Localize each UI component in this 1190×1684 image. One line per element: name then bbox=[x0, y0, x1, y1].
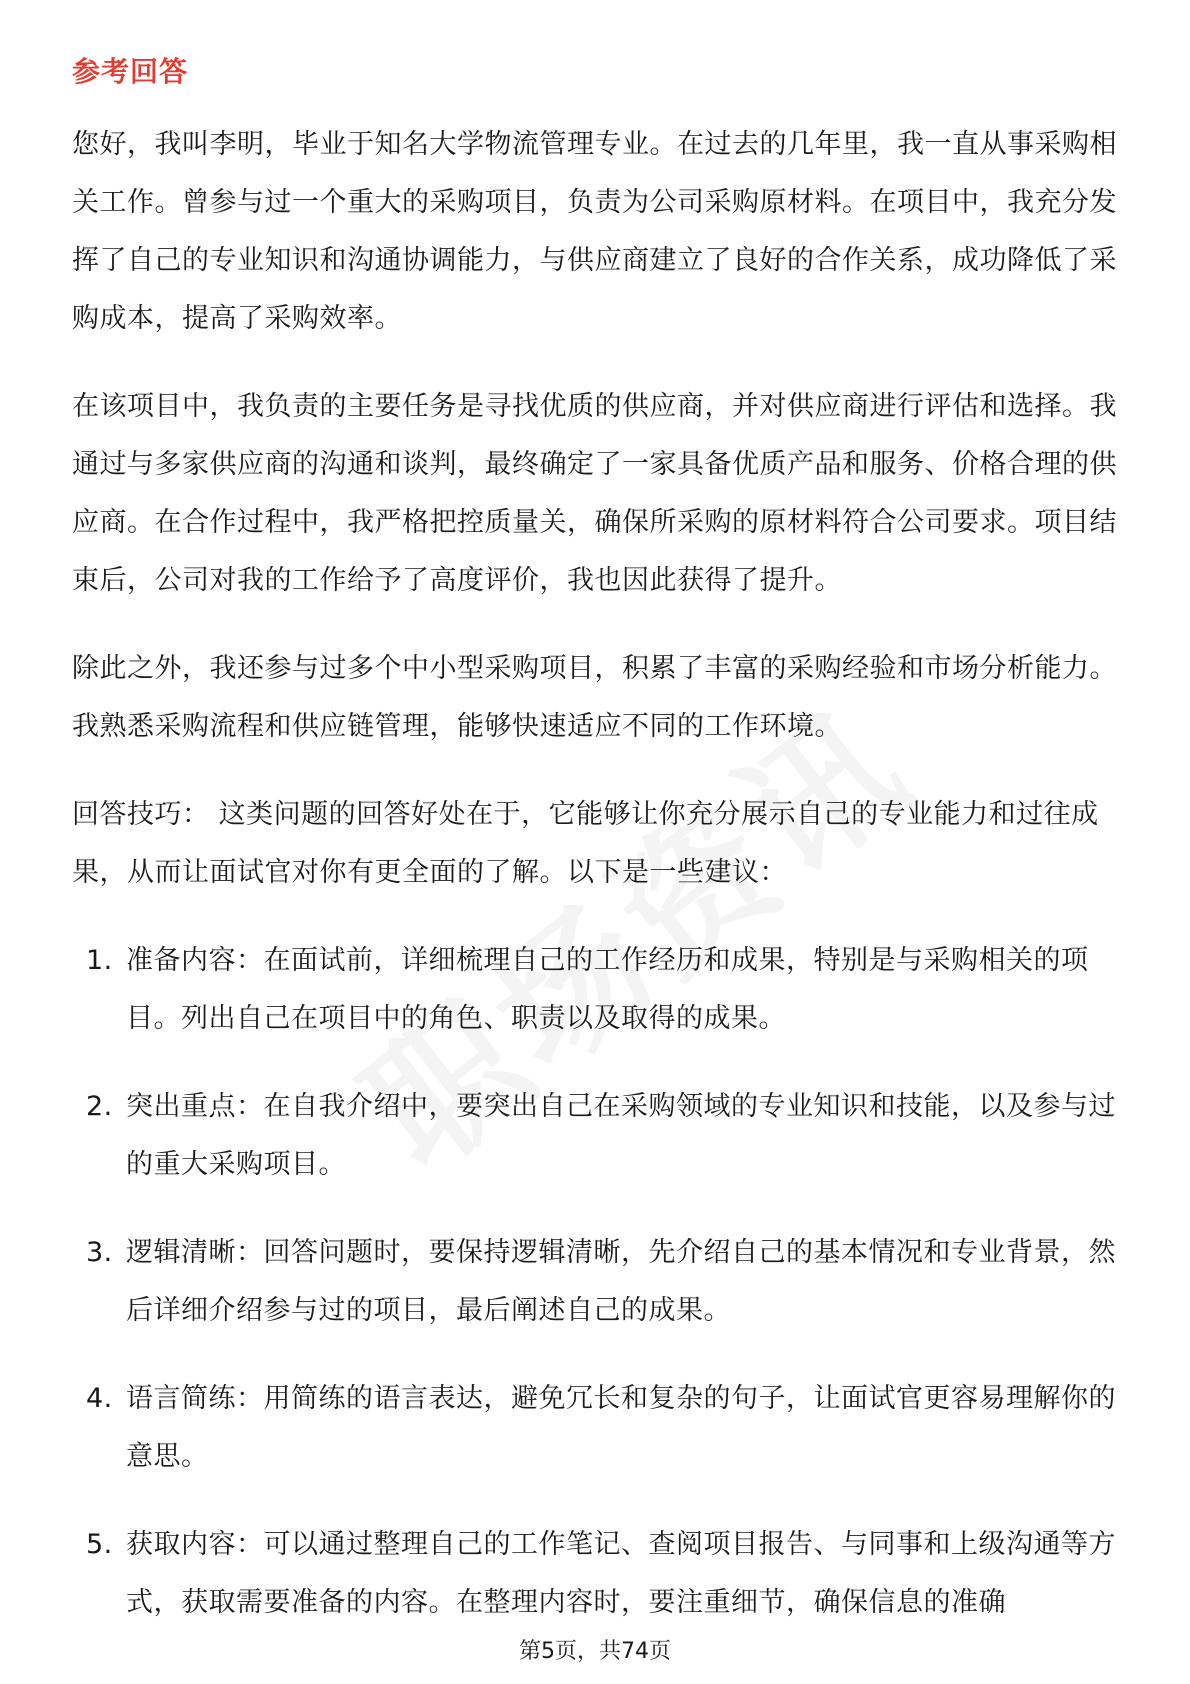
list-item bbox=[72, 1516, 1132, 1632]
list-number: 1. bbox=[86, 945, 113, 976]
paragraph-1: 您好，我叫李明，毕业于知名大学物流管理专业。在过去的几年里，我一直从事采购相关工作。曾参与过一个重大的采购项目，负责为公司采购原材料。在项目中，我充分发挥了自己的专业知识和沟通协调能力，与供应商建立了良好的合作关系，成功降低了采购成本，提高了采购效率。 bbox=[72, 129, 1117, 334]
tips-list bbox=[72, 932, 1132, 1632]
list-number: 4. bbox=[86, 1383, 113, 1414]
page-number-footer: 第5页，共74页 bbox=[519, 1639, 671, 1664]
list-item-text: 突出重点：在自我介绍中，要突出自己在采购领域的专业知识和技能，以及参与过的重大采购项目。 bbox=[126, 1091, 1116, 1180]
answer-content bbox=[72, 116, 1132, 1662]
section-heading: 参考回答 bbox=[72, 55, 189, 88]
paragraph-3: 除此之外，我还参与过多个中小型采购项目，积累了丰富的采购经验和市场分析能力。我熟悉采购流程和供应链管理，能够快速适应不同的工作环境。 bbox=[72, 653, 1117, 742]
list-item bbox=[72, 1078, 1132, 1194]
list-item-text: 逻辑清晰：回答问题时，要保持逻辑清晰，先介绍自己的基本情况和专业背景，然后详细介绍参与过的项目，最后阐述自己的成果。 bbox=[126, 1237, 1116, 1326]
paragraph-2: 在该项目中，我负责的主要任务是寻找优质的供应商，并对供应商进行评估和选择。我通过与多家供应商的沟通和谈判，最终确定了一家具备优质产品和服务、价格合理的供应商。在合作过程中，我严格把控质量关，确保所采购的原材料符合公司要求。项目结束后，公司对我的工作给予了高度评价，我也因此获得了提升。 bbox=[72, 391, 1117, 596]
list-item bbox=[72, 1370, 1132, 1486]
list-number: 2. bbox=[86, 1091, 113, 1122]
list-item-text: 准备内容：在面试前，详细梳理自己的工作经历和成果，特别是与采购相关的项目。列出自己在项目中的角色、职责以及取得的成果。 bbox=[126, 945, 1089, 1034]
list-item bbox=[72, 932, 1132, 1048]
list-item-text: 获取内容：可以通过整理自己的工作笔记、查阅项目报告、与同事和上级沟通等方式，获取需要准备的内容。在整理内容时，要注重细节，确保信息的准确 bbox=[126, 1529, 1116, 1618]
list-number: 3. bbox=[86, 1237, 113, 1268]
list-item-text: 语言简练：用简练的语言表达，避免冗长和复杂的句子，让面试官更容易理解你的意思。 bbox=[126, 1383, 1116, 1472]
list-item bbox=[72, 1224, 1132, 1340]
list-number: 5. bbox=[86, 1529, 113, 1560]
tips-intro: 回答技巧： 这类问题的回答好处在于，它能够让你充分展示自己的专业能力和过往成果，从而让面试官对你有更全面的了解。以下是一些建议： bbox=[72, 799, 1099, 888]
